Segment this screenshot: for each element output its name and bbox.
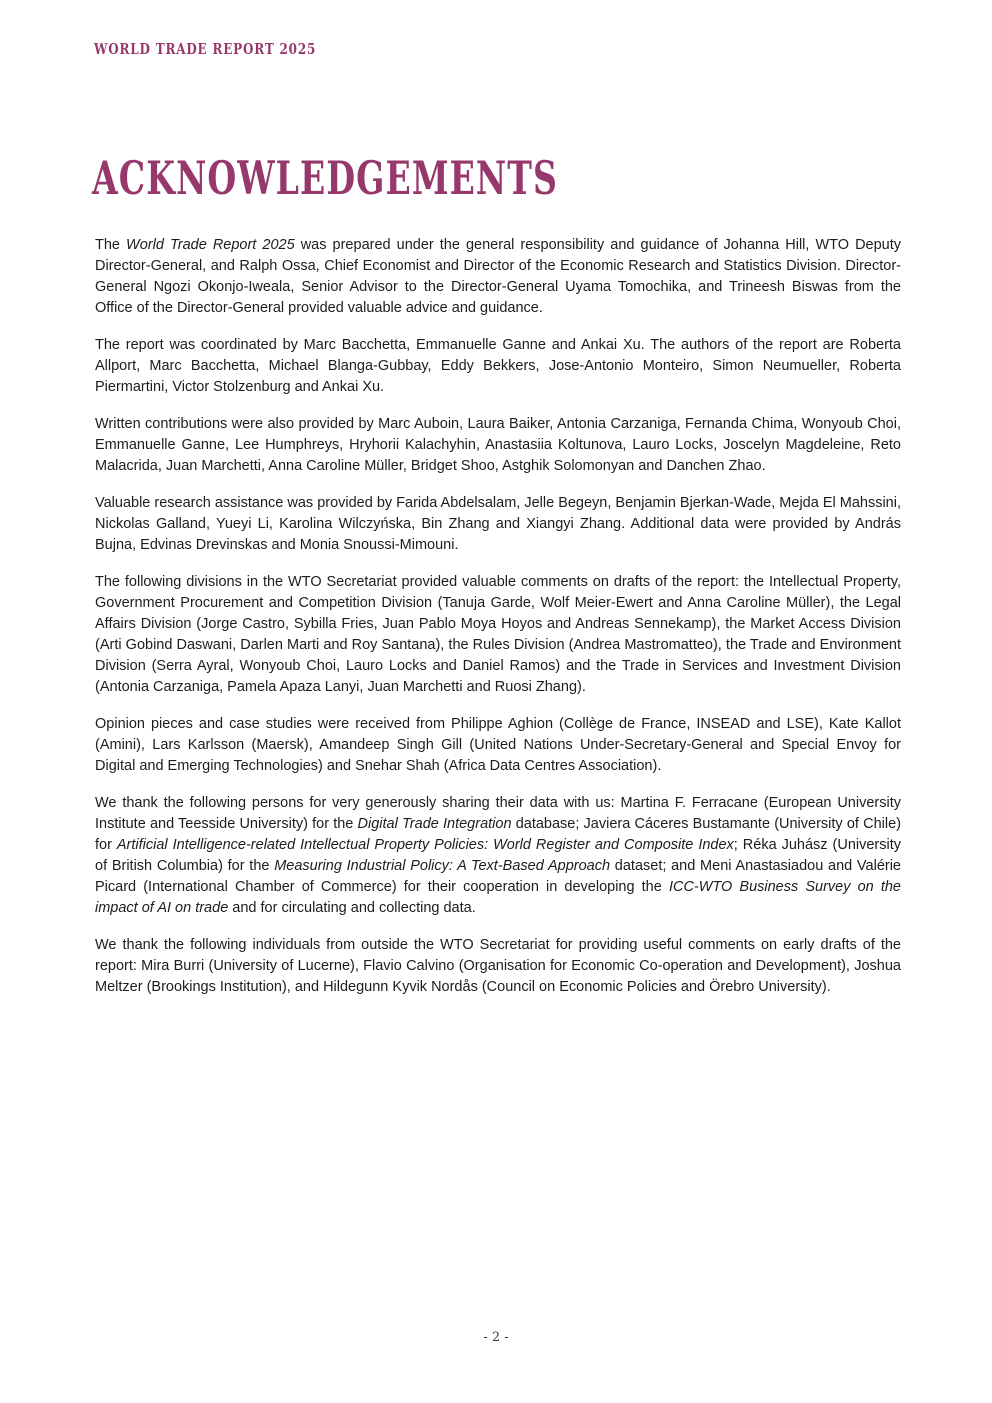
paragraph-responsibility (95, 235, 901, 319)
text-run: Written contributions were also provided by Marc Auboin, Laura Baiker, Antonia Carzaniga, Fernanda Chima, Wonyoub Choi, Emmanuelle Ganne, Lee Humphreys, Hryhorii Kalachyhin, Anastasiia Koltunova, Lauro Locks, Joscelyn Magdeleine, Reto Malacrida, Juan Marchetti, Anna Caroline Müller, Bridget Shoo, Astghik Solomonyan and Danchen Zhao. (95, 416, 901, 474)
text-run: The following divisions in the WTO Secretariat provided valuable comments on drafts of the report: the Intellectual Property, Government Procurement and Competition Division (Tanuja Garde, Wolf Meier-Ewert and Anna Caroline Müller), the Legal Affairs Division (Jorge Castro, Sybilla Fries, Juan Pablo Moya Hoyos and Andreas Sennekamp), the Market Access Division (Arti Gobind Daswani, Darlen Marti and Roy Santana), the Rules Division (Andrea Mastromatteo), the Trade and Environment Division (Serra Ayral, Wonyoub Choi, Lauro Locks and Daniel Ramos) and the Trade in Services and Investment Division (Antonia Carzaniga, Pamela Apaza Lanyi, Juan Marchetti and Ruosi Zhang). (95, 574, 901, 695)
paragraph-opinion-pieces (95, 714, 901, 777)
page-title: ACKNOWLEDGEMENTS (92, 151, 558, 205)
paragraph-divisions-comments (95, 572, 901, 698)
paragraph-external-comments (95, 935, 901, 998)
page-number: - 2 - (483, 1330, 509, 1345)
acknowledgements-body (95, 235, 901, 1014)
text-run: The report was coordinated by Marc Bacchetta, Emmanuelle Ganne and Ankai Xu. The authors of the report are Roberta Allport, Marc Bacchetta, Michael Blanga-Gubbay, Eddy Bekkers, Jose-Antonio Monteiro, Simon Neumueller, Roberta Piermartini, Victor Stolzenburg and Ankai Xu. (95, 337, 901, 395)
paragraph-data-sharing (95, 793, 901, 919)
text-run: ; Réka Juhász (University of British Columbia) for the (95, 837, 901, 874)
paragraph-coordination-authors (95, 335, 901, 398)
text-run: Valuable research assistance was provided by Farida Abdelsalam, Jelle Begeyn, Benjamin Bjerkan-Wade, Mejda El Mahssini, Nickolas Galland, Yueyi Li, Karolina Wilczyńska, Bin Zhang and Xiangyi Zhang. Additional data were provided by András Bujna, Edvinas Drevinskas and Monia Snoussi-Mimouni. (95, 495, 901, 553)
running-header: WORLD TRADE REPORT 2025 (94, 40, 317, 58)
text-run-italic: Digital Trade Integration (357, 816, 512, 832)
text-run: We thank the following persons for very generously sharing their data with us: Martina F. Ferracane (European University Institute and Teesside University) for the (95, 795, 901, 832)
text-run-italic: Measuring Industrial Policy: A Text-Based Approach (274, 858, 611, 874)
text-run: We thank the following individuals from outside the WTO Secretariat for providing useful comments on early drafts of the report: Mira Burri (University of Lucerne), Flavio Calvino (Organisation for Economic Co-operation and Development), Joshua Meltzer (Brookings Institution), and Hildegunn Kyvik Nordås (Council on Economic Policies and Örebro University). (95, 937, 901, 995)
text-run: was prepared under the general responsibility and guidance of Johanna Hill, WTO Deputy Director-General, and Ralph Ossa, Chief Economist and Director of the Economic Research and Statistics Division. Director-General Ngozi Okonjo-Iweala, Senior Advisor to the Director-General Uyama Tomochika, and Trineesh Biswas from the Office of the Director-General provided valuable advice and guidance. (95, 237, 902, 316)
text-run-italic: Artificial Intelligence-related Intellectual Property Policies: World Register and Composite Index (116, 837, 734, 853)
paragraph-written-contributions (95, 414, 901, 477)
text-run: dataset; and Meni Anastasiadou and Valérie Picard (International Chamber of Commerce) for their cooperation in developing the (95, 858, 901, 895)
text-run: database; Javiera Cáceres Bustamante (University of Chile) for (95, 816, 901, 853)
paragraph-research-assistance (95, 493, 901, 556)
text-run: The (95, 237, 127, 253)
text-run: and for circulating and collecting data. (228, 900, 476, 916)
text-run-italic: ICC-WTO Business Survey on the impact of AI on trade (95, 879, 901, 916)
text-run-italic: World Trade Report 2025 (126, 237, 295, 253)
text-run: Opinion pieces and case studies were received from Philippe Aghion (Collège de France, INSEAD and LSE), Kate Kallot (Amini), Lars Karlsson (Maersk), Amandeep Singh Gill (United Nations Under-Secretary-General and Special Envoy for Digital and Emerging Technologies) and Snehar Shah (Africa Data Centres Association). (95, 716, 901, 774)
